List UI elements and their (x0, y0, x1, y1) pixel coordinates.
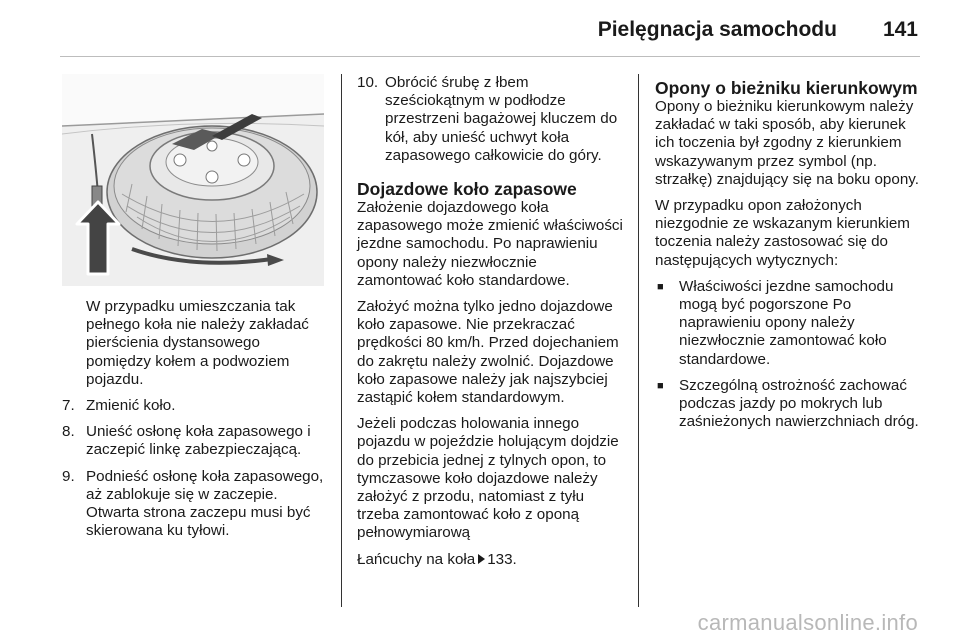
list-item (62, 468, 324, 541)
paragraph: Założyć można tylko jedno dojazdowe koło zapasowe. Nie przekraczać prędkości 80 km/h. Przed dojechaniem do zakrętu należy zwolnić. Dojazdowe koło zapasowe należy jak najszybciej zastąpić kołem standardowym. (357, 298, 619, 407)
section-heading: Dojazdowe koło zapasowe (357, 179, 577, 200)
section-heading: Opony o bieżniku kierunkowym (655, 78, 918, 98)
bullet-item (655, 377, 923, 432)
reference-page: 133. (487, 550, 517, 568)
step-number: 9. (62, 467, 75, 485)
paragraph: W przypadku opon założonych niezgodnie ze wskazanym kierunkiem toczenia należy zastosować się do następujących wytycznych: (655, 197, 910, 269)
page-header (598, 10, 918, 50)
reference-text: Łańcuchy na koła (357, 550, 476, 568)
column-middle (357, 74, 625, 577)
step-number: 10. (357, 74, 379, 91)
list-item (357, 74, 625, 165)
bullet-text: Właściwości jezdne samochodu mogą być pogorszone Po naprawieniu opony należy niezwłocznie zamontować koło standardowe. (679, 277, 894, 368)
spare-wheel-illustration (62, 74, 324, 286)
list-item (62, 397, 324, 415)
spare-wheel-figure (62, 74, 324, 286)
watermark: carmanualsonline.info (697, 610, 918, 635)
page-reference-arrow-icon (478, 554, 485, 564)
bullet-text: Szczególną ostrożność zachować podczas jazdy po mokrych lub zaśnieżonych nawierzchniach dróg. (679, 376, 919, 431)
step-text: Obrócić śrubę z łbem sześciokątnym w podłodze przestrzeni bagażowej kluczem do kół, aby unieść uchwyt koła zapasowego całkowicie do góry. (385, 74, 618, 164)
step-text: Unieść osłonę koła zapasowego i zaczepić linkę zabezpieczającą. (86, 423, 311, 459)
page-number: 141 (882, 18, 918, 41)
step-text: Podnieść osłonę koła zapasowego, aż zablokuje się w zaczepie. Otwarta strona zaczepu musi być skierowana ku tyłowi. (86, 467, 324, 540)
step-number: 8. (62, 423, 75, 441)
column-left (62, 74, 324, 548)
header-divider (60, 56, 920, 57)
step-number: 7. (62, 397, 75, 415)
cross-reference (357, 551, 625, 569)
bullet-square-icon: ■ (657, 379, 664, 392)
paragraph: Jeżeli podczas holowania innego pojazdu w pojeździe holującym dojdzie do przebicia jednej z tylnych opon, to tymczasowe koło dojazdowe należy założyć z przodu, natomiast z tyłu trzeba zamontować koło z oponą pełnowymiarową (357, 415, 619, 542)
bullet-item (655, 278, 923, 369)
column-divider (341, 74, 342, 607)
column-divider (638, 74, 639, 607)
header-title: Pielęgnacja samochodu (597, 18, 837, 41)
bullet-square-icon: ■ (657, 280, 664, 293)
intro-paragraph: W przypadku umieszczania tak pełnego koła nie należy zakładać pierścienia dystansowego pomiędzy kołem a podwoziem pojazdu. (86, 298, 309, 388)
column-right (655, 74, 923, 439)
paragraph: Opony o bieżniku kierunkowym należy zakładać w taki sposób, aby kierunek ich toczenia był zgodny z kierunkiem wskazywanym przez symbol (np. strzałkę) znajdujący się na boku opony. (655, 98, 919, 188)
paragraph: Założenie dojazdowego koła zapasowego może zmienić właściwości jezdne samochodu. Po naprawieniu opony należy niezwłocznie zamontować koło standardowe. (357, 199, 623, 289)
step-text: Zmienić koło. (86, 397, 176, 415)
list-item (62, 423, 324, 459)
